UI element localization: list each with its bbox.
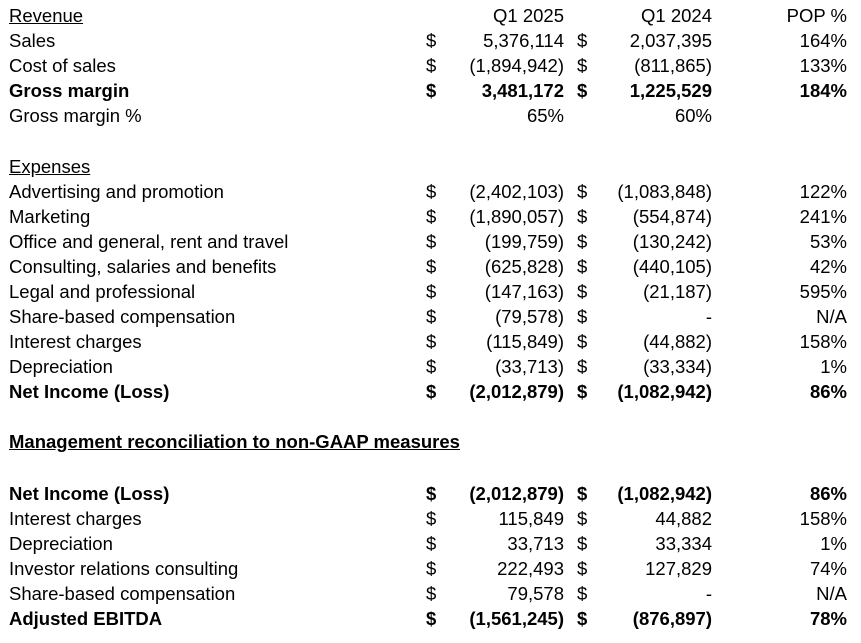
reconciliation-header-row bbox=[0, 429, 861, 454]
expenses-header-row bbox=[0, 154, 861, 179]
pop-percent-value: N/A bbox=[816, 583, 847, 604]
value-q1-2024: 60% bbox=[674, 105, 712, 126]
value-q1-2024: 33,334 bbox=[655, 533, 712, 554]
currency-symbol-q1-2025: $ bbox=[426, 558, 437, 579]
value-q1-2024: 127,829 bbox=[645, 558, 712, 579]
row-label: Interest charges bbox=[9, 508, 142, 529]
currency-symbol-q1-2025: $ bbox=[426, 55, 437, 76]
table-row bbox=[0, 354, 861, 379]
currency-symbol-q1-2024: $ bbox=[577, 583, 588, 604]
currency-symbol-q1-2024: $ bbox=[577, 181, 588, 202]
row-label: Interest charges bbox=[9, 331, 142, 352]
currency-symbol-q1-2025: $ bbox=[426, 608, 437, 629]
table-row bbox=[0, 103, 861, 128]
value-q1-2024: (1,082,942) bbox=[617, 381, 712, 402]
value-q1-2025: (147,163) bbox=[484, 281, 564, 302]
currency-symbol-q1-2025: $ bbox=[426, 356, 437, 377]
pop-percent-value: 122% bbox=[799, 181, 847, 202]
column-header-q1-2025: Q1 2025 bbox=[493, 5, 564, 26]
currency-symbol-q1-2025: $ bbox=[426, 281, 437, 302]
value-q1-2024: (811,865) bbox=[634, 55, 712, 76]
currency-symbol-q1-2024: $ bbox=[577, 381, 588, 402]
currency-symbol-q1-2024: $ bbox=[577, 55, 588, 76]
currency-symbol-q1-2024: $ bbox=[577, 231, 588, 252]
currency-symbol-q1-2024: $ bbox=[577, 608, 588, 629]
value-q1-2025: (1,890,057) bbox=[469, 206, 564, 227]
table-row bbox=[0, 28, 861, 53]
pop-percent-value: 74% bbox=[809, 558, 847, 579]
value-q1-2024: 2,037,395 bbox=[629, 30, 712, 51]
value-q1-2025: (2,012,879) bbox=[469, 483, 564, 504]
currency-symbol-q1-2024: $ bbox=[577, 331, 588, 352]
currency-symbol-q1-2024: $ bbox=[577, 306, 588, 327]
currency-symbol-q1-2025: $ bbox=[426, 331, 437, 352]
pop-percent-value: N/A bbox=[816, 306, 847, 327]
value-q1-2025: (625,828) bbox=[484, 256, 564, 277]
currency-symbol-q1-2025: $ bbox=[426, 583, 437, 604]
pop-percent-value: 86% bbox=[809, 483, 847, 504]
row-label: Depreciation bbox=[9, 533, 113, 554]
table-row bbox=[0, 581, 861, 606]
value-q1-2025: 115,849 bbox=[498, 508, 564, 529]
currency-symbol-q1-2024: $ bbox=[577, 80, 588, 101]
table-row bbox=[0, 379, 861, 404]
value-q1-2024: (1,082,942) bbox=[617, 483, 712, 504]
value-q1-2025: (2,402,103) bbox=[469, 181, 564, 202]
pop-percent-value: 133% bbox=[799, 55, 847, 76]
currency-symbol-q1-2024: $ bbox=[577, 508, 588, 529]
value-q1-2024: (554,874) bbox=[632, 206, 712, 227]
row-label: Adjusted EBITDA bbox=[9, 608, 163, 629]
value-q1-2024: 44,882 bbox=[655, 508, 712, 529]
row-label: Share-based compensation bbox=[9, 583, 236, 604]
value-q1-2025: (2,012,879) bbox=[469, 381, 564, 402]
row-label: Share-based compensation bbox=[9, 306, 236, 327]
row-label: Sales bbox=[9, 30, 56, 51]
currency-symbol-q1-2025: $ bbox=[426, 381, 437, 402]
currency-symbol-q1-2025: $ bbox=[426, 533, 437, 554]
column-header-pop-percent: POP % bbox=[786, 5, 847, 26]
row-label: Cost of sales bbox=[9, 55, 116, 76]
table-row bbox=[0, 78, 861, 103]
row-label: Marketing bbox=[9, 206, 91, 227]
currency-symbol-q1-2024: $ bbox=[577, 206, 588, 227]
row-label: Net Income (Loss) bbox=[9, 381, 170, 402]
value-q1-2024: (1,083,848) bbox=[617, 181, 712, 202]
expenses-section-label: Expenses bbox=[9, 156, 91, 177]
table-row bbox=[0, 506, 861, 531]
row-label: Gross margin % bbox=[9, 105, 142, 126]
table-row bbox=[0, 179, 861, 204]
table-row bbox=[0, 531, 861, 556]
value-q1-2024: 1,225,529 bbox=[629, 80, 712, 101]
value-q1-2025: (33,713) bbox=[495, 356, 564, 377]
row-label: Depreciation bbox=[9, 356, 113, 377]
value-q1-2024: (130,242) bbox=[632, 231, 712, 252]
currency-symbol-q1-2025: $ bbox=[426, 231, 437, 252]
row-label: Advertising and promotion bbox=[9, 181, 224, 202]
value-q1-2024: (21,187) bbox=[643, 281, 712, 302]
value-q1-2025: (1,894,942) bbox=[469, 55, 564, 76]
pop-percent-value: 158% bbox=[799, 508, 847, 529]
currency-symbol-q1-2025: $ bbox=[426, 181, 437, 202]
value-q1-2025: 79,578 bbox=[507, 583, 564, 604]
row-label: Legal and professional bbox=[9, 281, 196, 302]
row-label: Office and general, rent and travel bbox=[9, 231, 289, 252]
currency-symbol-q1-2024: $ bbox=[577, 356, 588, 377]
currency-symbol-q1-2024: $ bbox=[577, 558, 588, 579]
pop-percent-value: 164% bbox=[799, 30, 847, 51]
value-q1-2024: (440,105) bbox=[632, 256, 712, 277]
pop-percent-value: 1% bbox=[820, 533, 847, 554]
pop-percent-value: 53% bbox=[809, 231, 847, 252]
column-header-q1-2024: Q1 2024 bbox=[641, 5, 712, 26]
pop-percent-value: 158% bbox=[799, 331, 847, 352]
reconciliation-section-label: Management reconciliation to non-GAAP measures bbox=[9, 431, 460, 452]
value-q1-2025: 5,376,114 bbox=[483, 30, 564, 51]
pop-percent-value: 78% bbox=[809, 608, 847, 629]
header-row bbox=[0, 3, 861, 28]
table-row bbox=[0, 481, 861, 506]
table-row bbox=[0, 204, 861, 229]
value-q1-2025: 222,493 bbox=[497, 558, 564, 579]
value-q1-2025: (79,578) bbox=[495, 306, 564, 327]
currency-symbol-q1-2024: $ bbox=[577, 483, 588, 504]
currency-symbol-q1-2024 bbox=[577, 103, 591, 128]
currency-symbol-q1-2025: $ bbox=[426, 508, 437, 529]
pop-percent-value: 42% bbox=[809, 256, 847, 277]
table-row bbox=[0, 229, 861, 254]
pop-percent-value: 1% bbox=[820, 356, 847, 377]
currency-symbol-q1-2024: $ bbox=[577, 533, 588, 554]
value-q1-2024: - bbox=[705, 306, 712, 327]
value-q1-2024: - bbox=[705, 583, 712, 604]
currency-symbol-q1-2025 bbox=[426, 103, 440, 128]
table-row bbox=[0, 304, 861, 329]
currency-symbol-q1-2024: $ bbox=[577, 256, 588, 277]
table-row bbox=[0, 329, 861, 354]
pop-percent-value: 595% bbox=[799, 281, 847, 302]
value-q1-2025: (115,849) bbox=[486, 331, 564, 352]
currency-symbol-q1-2024: $ bbox=[577, 281, 588, 302]
currency-symbol-q1-2025: $ bbox=[426, 306, 437, 327]
pop-percent-value: 241% bbox=[799, 206, 847, 227]
value-q1-2025: (1,561,245) bbox=[469, 608, 564, 629]
table-row bbox=[0, 254, 861, 279]
value-q1-2025: 33,713 bbox=[507, 533, 564, 554]
row-label: Gross margin bbox=[9, 80, 130, 101]
table-row bbox=[0, 556, 861, 581]
row-label: Net Income (Loss) bbox=[9, 483, 170, 504]
table-row bbox=[0, 279, 861, 304]
revenue-section-label: Revenue bbox=[9, 5, 84, 26]
currency-symbol-q1-2025: $ bbox=[426, 256, 437, 277]
currency-symbol-q1-2025: $ bbox=[426, 30, 437, 51]
value-q1-2025: 65% bbox=[526, 105, 564, 126]
pop-percent-value: 184% bbox=[799, 80, 847, 101]
row-label: Investor relations consulting bbox=[9, 558, 239, 579]
pop-percent-value: 86% bbox=[809, 381, 847, 402]
value-q1-2025: (199,759) bbox=[484, 231, 564, 252]
table-row bbox=[0, 53, 861, 78]
value-q1-2024: (876,897) bbox=[632, 608, 712, 629]
pop-percent-value bbox=[730, 103, 847, 128]
row-label: Consulting, salaries and benefits bbox=[9, 256, 277, 277]
value-q1-2025: 3,481,172 bbox=[481, 80, 564, 101]
currency-symbol-q1-2024: $ bbox=[577, 30, 588, 51]
currency-symbol-q1-2025: $ bbox=[426, 483, 437, 504]
currency-symbol-q1-2025: $ bbox=[426, 80, 437, 101]
table-row bbox=[0, 606, 861, 631]
currency-symbol-q1-2025: $ bbox=[426, 206, 437, 227]
value-q1-2024: (33,334) bbox=[643, 356, 712, 377]
value-q1-2024: (44,882) bbox=[643, 331, 712, 352]
